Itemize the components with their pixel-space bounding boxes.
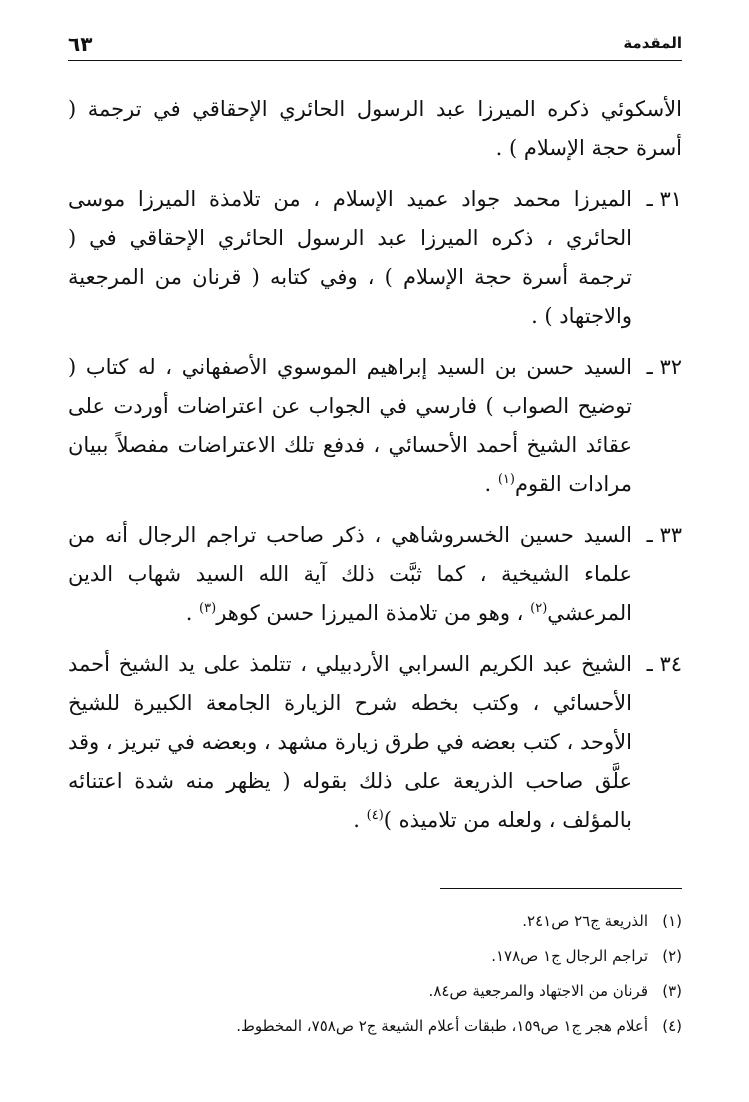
footnote-number: (٤) [662, 1017, 682, 1035]
page-number: ٦٣ [68, 32, 93, 56]
entry-text-end: . [353, 808, 367, 832]
entry-34 [68, 645, 682, 840]
footnote-ref: (٤) [366, 808, 384, 823]
footnote-ref: (٢) [530, 601, 548, 616]
footnote-2 [68, 939, 682, 974]
continuation-paragraph: الأسكوئي ذكره الميرزا عبد الرسول الحائري الإحقاقي في ترجمة ( أسرة حجة الإسلام ) . [68, 97, 682, 160]
entry-33 [68, 516, 682, 633]
page-header [68, 30, 682, 61]
footnote-3 [68, 974, 682, 1009]
footnote-separator [440, 888, 682, 889]
entry-number: ٣٢ ـ [646, 355, 682, 379]
footnote-ref: (١) [497, 472, 515, 487]
entry-text-continued: ، وهو من تلامذة الميرزا حسن كوهر [216, 601, 531, 625]
main-text [68, 90, 682, 852]
entry-text: الميرزا محمد جواد عميد الإسلام ، من تلامذة الميرزا موسى الحائري ، ذكره الميرزا عبد الرسول الحائري الإحقاقي في ( ترجمة أسرة حجة الإسلام ) ، وفي كتابه ( قرنان من المرجعية والاجتهاد ) . [68, 187, 632, 328]
footnote-text: قرنان من الاجتهاد والمرجعية ص٨٤. [428, 982, 648, 1000]
footnote-4 [68, 1009, 682, 1044]
footnote-text: تراجم الرجال ج١ ص١٧٨. [491, 947, 648, 965]
entry-number: ٣١ ـ [646, 187, 682, 211]
entry-32 [68, 348, 682, 504]
footnote-number: (١) [662, 912, 682, 930]
running-title: المقدمة [623, 34, 682, 52]
footnote-number: (٣) [662, 982, 682, 1000]
footnote-ref: (٣) [199, 601, 217, 616]
footnote-text: أعلام هجر ج١ ص١٥٩، طبقات أعلام الشيعة ج٢ ص٧٥٨، المخطوط. [236, 1017, 648, 1035]
entry-text: السيد حسن بن السيد إبراهيم الموسوي الأصفهاني ، له كتاب ( توضيح الصواب ) فارسي في الجواب عن اعتراضات أوردت على عقائد الشيخ أحمد الأحسائي ، فدفع تلك الاعتراضات مفصلاً ببيان مرادات القوم [68, 355, 632, 496]
entry-text-end: . [484, 472, 498, 496]
entry-31 [68, 180, 682, 336]
footnote-text: الذريعة ج٢٦ ص٢٤١. [522, 912, 648, 930]
entry-number: ٣٣ ـ [646, 523, 682, 547]
footnote-number: (٢) [662, 947, 682, 965]
entry-number: ٣٤ ـ [646, 652, 682, 676]
entry-text: السيد حسين الخسروشاهي ، ذكر صاحب تراجم الرجال أنه من علماء الشيخية ، كما ثبَّت ذلك آية الله السيد شهاب الدين المرعشي [68, 523, 632, 625]
footnotes [68, 904, 682, 1044]
entry-text: الشيخ عبد الكريم السرابي الأردبيلي ، تتلمذ على يد الشيخ أحمد الأحسائي ، وكتب بخطه شرح الزيارة الجامعة الكبيرة للشيخ الأوحد ، كتب بعضه في طرق زيارة مشهد ، وبعضه في تبريز ، وقد علَّق صاحب الذريعة على ذلك بقوله ( يظهر منه شدة اعتنائه بالمؤلف ، ولعله من تلاميذه ) [68, 652, 632, 832]
footnote-1 [68, 904, 682, 939]
entry-text-end: . [185, 601, 200, 625]
